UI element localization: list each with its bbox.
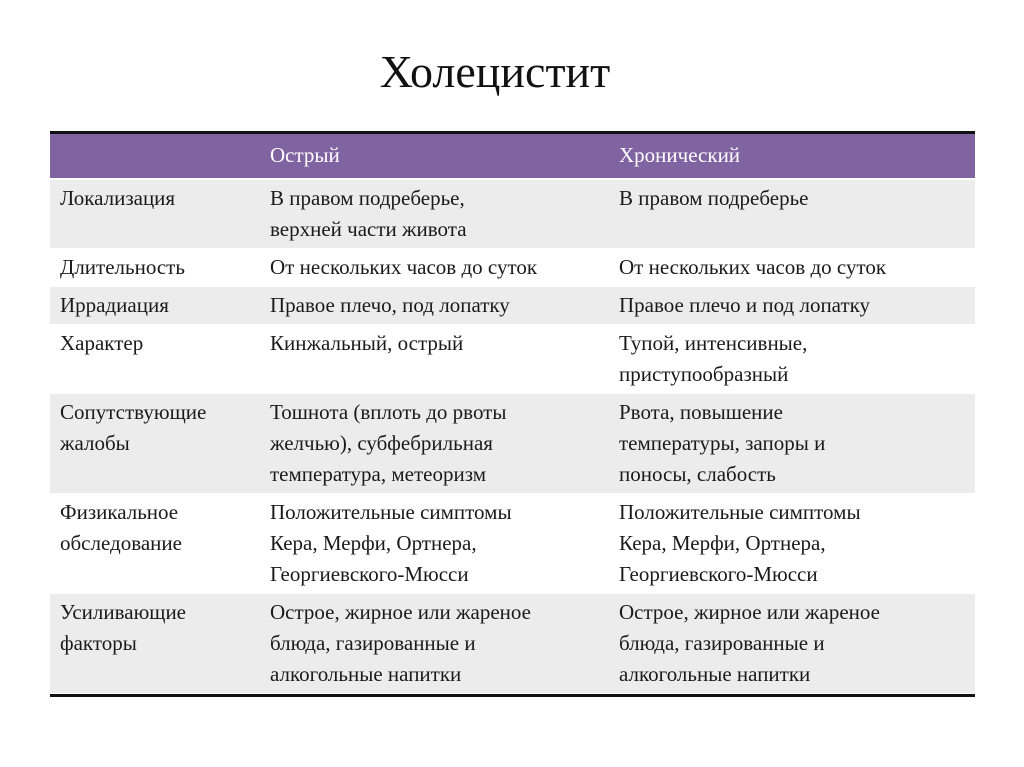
acute-cell: Острое, жирное или жареное блюда, газированные и алкогольные напитки [260,594,609,694]
header-cell-chronic: Хронический [609,134,975,179]
table-row [50,179,975,249]
row-label-cell: Усиливающие факторы [50,594,260,694]
comparison-table [50,134,975,694]
header-cell-empty [50,134,260,179]
row-label-cell: Характер [50,325,260,394]
row-label-cell: Сопутствующие жалобы [50,394,260,494]
header-cell-acute: Острый [260,134,609,179]
row-label-cell: Физикальное обследование [50,494,260,594]
table-row [50,249,975,287]
acute-cell: В правом подреберье, верхней части живота [260,179,609,249]
row-label-cell: Иррадиация [50,287,260,325]
table-row [50,394,975,494]
chronic-cell: Правое плечо и под лопатку [609,287,975,325]
row-label-cell: Локализация [50,179,260,249]
slide-title: Холецистит [379,46,611,97]
table-body [50,179,975,694]
acute-cell: Правое плечо, под лопатку [260,287,609,325]
acute-cell: Тошнота (вплоть до рвоты желчью), субфебрильная температура, метеоризм [260,394,609,494]
chronic-cell: От нескольких часов до суток [609,249,975,287]
table-header-row [50,134,975,179]
acute-cell: Кинжальный, острый [260,325,609,394]
table-row [50,494,975,594]
table-row [50,325,975,394]
chronic-cell: В правом подреберье [609,179,975,249]
acute-cell: От нескольких часов до суток [260,249,609,287]
chronic-cell: Рвота, повышение температуры, запоры и поносы, слабость [609,394,975,494]
table-row [50,287,975,325]
row-label-cell: Длительность [50,249,260,287]
acute-cell: Положительные симптомы Кера, Мерфи, Ортнера, Георгиевского-Мюсси [260,494,609,594]
chronic-cell: Тупой, интенсивные, приступообразный [609,325,975,394]
comparison-table-wrapper [50,131,975,697]
chronic-cell: Острое, жирное или жареное блюда, газированные и алкогольные напитки [609,594,975,694]
chronic-cell: Положительные симптомы Кера, Мерфи, Ортнера, Георгиевского-Мюсси [609,494,975,594]
table-header [50,134,975,179]
table-row [50,594,975,694]
